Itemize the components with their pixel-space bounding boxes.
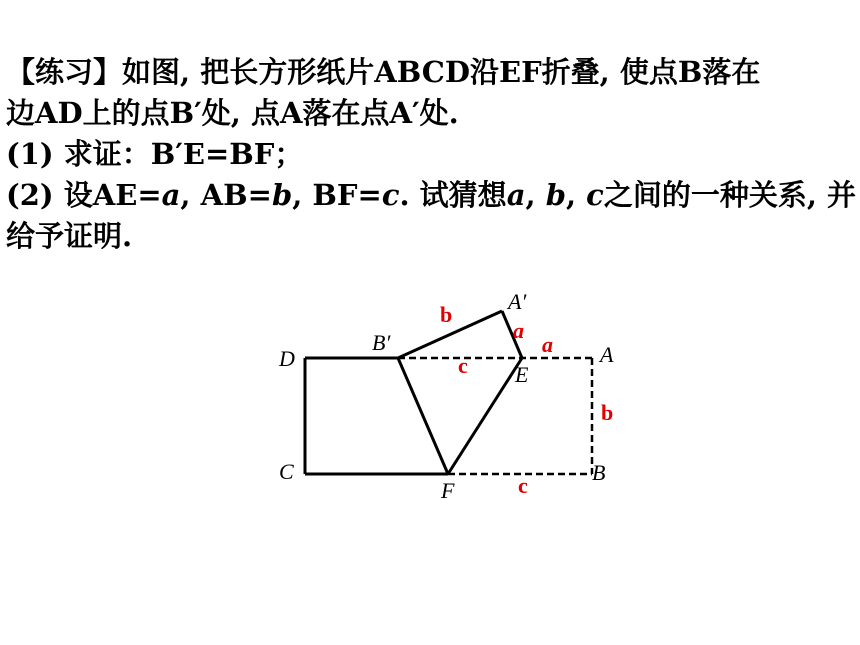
var-c2: c — [586, 178, 604, 212]
annotation-c-bottom: c — [518, 473, 528, 498]
line4-sep2: , BF= — [292, 178, 382, 212]
line4-pre: (2) 设AE= — [6, 178, 162, 212]
label-a: A — [600, 342, 614, 367]
label-e: E — [515, 362, 529, 387]
var-c: c — [381, 178, 400, 212]
annotation-c-top: c — [458, 353, 468, 378]
problem-line-1: 【练习】如图, 把长方形纸片ABCD沿EF折叠, 使点B落在 — [6, 55, 761, 89]
label-d: D — [279, 346, 295, 371]
line4-mid: . 试猜想 — [399, 178, 507, 212]
comma-1: , — [525, 178, 546, 212]
problem-line-2: 边AD上的点B′处, 点A落在点A′处. — [6, 96, 459, 130]
problem-line-5: 给予证明. — [6, 219, 133, 253]
problem-line-3: (1) 求证：B′E=BF； — [6, 137, 304, 171]
var-b: b — [271, 178, 293, 212]
var-b2: b — [545, 178, 566, 212]
line4-post: 之间的一种关系, 并 — [603, 178, 857, 212]
annotation-a-fold: a — [513, 318, 524, 343]
label-b-prime: B′ — [372, 330, 391, 355]
line4-sep1: , AB= — [180, 178, 272, 212]
label-f: F — [441, 478, 455, 503]
var-a2: a — [506, 178, 526, 212]
label-a-prime: A′ — [508, 289, 527, 314]
annotation-b-top: b — [440, 302, 453, 327]
label-b: B — [592, 460, 606, 485]
edge-bprime-f — [398, 358, 448, 474]
comma-2: , — [565, 178, 587, 212]
annotation-b-right: b — [601, 400, 614, 425]
var-a: a — [161, 178, 181, 212]
label-c: C — [279, 459, 294, 484]
annotation-a-right: a — [542, 332, 553, 357]
